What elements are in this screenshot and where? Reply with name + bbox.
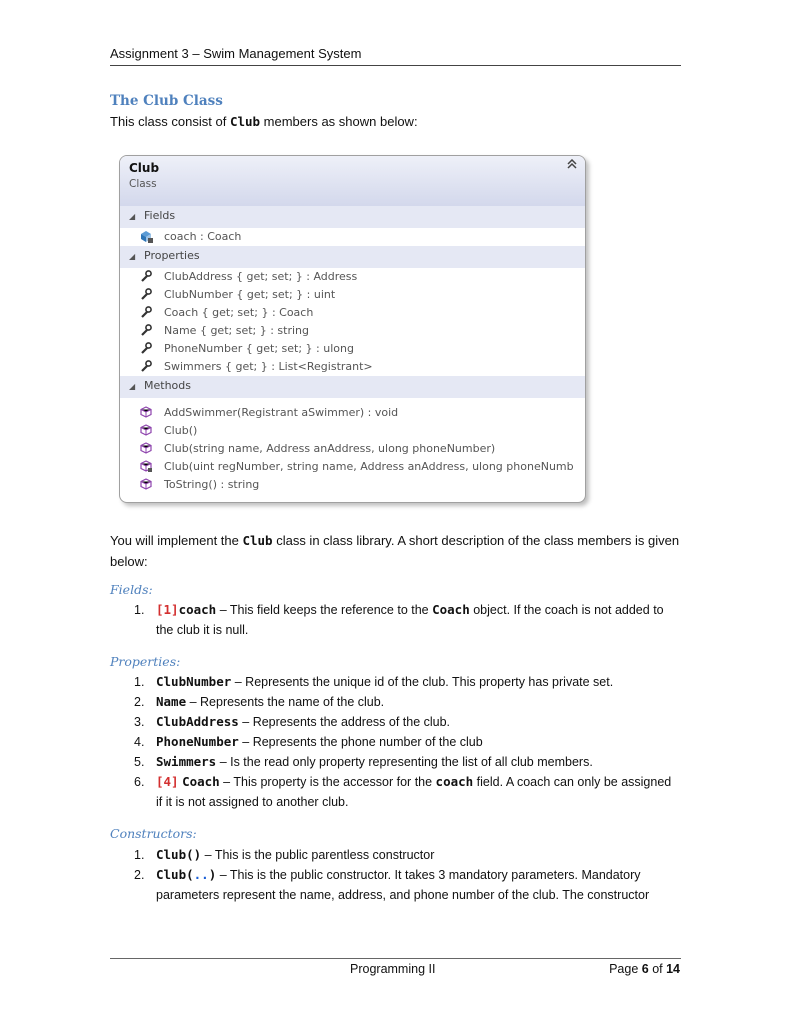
member-name: ClubNumber [156, 674, 232, 689]
wrench-icon [140, 270, 152, 282]
member-name: ClubAddress [156, 714, 239, 729]
field-row: coach : Coach [120, 228, 585, 246]
wrench-icon [140, 306, 152, 318]
list-item: 3. ClubAddress – Represents the address of the club. [134, 714, 451, 729]
method-row: AddSwimmer(Registrant aSwimmer) : void [120, 404, 585, 422]
methods-section-header[interactable]: ◢ Methods [120, 376, 585, 398]
method-row: Club(string name, Address anAddress, ulong phoneNumber) [120, 440, 585, 458]
properties-heading: Properties: [110, 654, 181, 669]
list-item: 4. PhoneNumber – Represents the phone number of the club [134, 734, 483, 749]
constructors-heading: Constructors: [110, 826, 197, 841]
list-item: 6. [4] Coach – This property is the accessor for the coach field. A coach can only be assigned if it is not assigned to another club. [134, 774, 672, 809]
expand-triangle-icon: ◢ [129, 212, 136, 221]
footer-rule [110, 958, 681, 959]
property-row: Swimmers { get; } : List<Registrant> [120, 358, 585, 376]
property-row: ClubNumber { get; set; } : uint [120, 286, 585, 304]
header-title: Assignment 3 – Swim Management System [110, 46, 362, 61]
section-intro: This class consist of Club members as shown below: [110, 114, 418, 129]
method-cube-icon [140, 406, 152, 418]
list-item: 1. ClubNumber – Represents the unique id of the club. This property has private set. [134, 674, 614, 689]
footer-course: Programming II [350, 962, 436, 976]
expand-triangle-icon: ◢ [129, 252, 136, 261]
method-cube-icon [140, 442, 152, 454]
properties-section-header[interactable]: ◢ Properties [120, 246, 585, 268]
fields-section-header[interactable]: ◢ Fields [120, 206, 585, 228]
member-name: Name [156, 694, 187, 709]
method-row: Club() [120, 422, 585, 440]
page-header [110, 46, 681, 66]
class-name: Club [129, 161, 160, 175]
method-cube-icon [140, 478, 152, 490]
inline-code: Club [242, 533, 273, 548]
class-diagram-header [120, 156, 585, 206]
inline-code: Club [229, 114, 261, 129]
wrench-icon [140, 360, 152, 372]
member-name: Club( [156, 867, 194, 882]
wrench-icon [140, 288, 152, 300]
field-icon [140, 230, 152, 242]
description-paragraph: You will implement the Club class in class library. A short description of the class members is given below: [110, 533, 680, 569]
member-name: Club() [156, 847, 202, 862]
list-item: 2. Club(..) – This is the public constructor. It takes 3 mandatory parameters. Mandatory parameters represent the name, address, and phone number of the club. The constructor [134, 867, 650, 902]
marker: [4] [156, 774, 179, 789]
list-item: 5. Swimmers – Is the read only property representing the list of all club members. [134, 754, 593, 769]
expand-triangle-icon: ◢ [129, 382, 136, 391]
wrench-icon [140, 324, 152, 336]
member-name: PhoneNumber [156, 734, 239, 749]
member-name: coach [178, 602, 217, 617]
collapse-chevron-icon[interactable] [567, 159, 577, 172]
fields-heading: Fields: [110, 582, 153, 597]
marker: [1] [156, 602, 179, 617]
page-number: Page 6 of 14 [609, 962, 680, 976]
method-cube-icon [140, 424, 152, 436]
property-row: Name { get; set; } : string [120, 322, 585, 340]
list-item: 2. Name – Represents the name of the club. [134, 694, 385, 709]
list-item: 1. [1]coach – This field keeps the reference to the Coach object. If the coach is not added to the club it is null. [134, 602, 664, 637]
list-item: 1. Club() – This is the public parentless constructor [134, 847, 435, 862]
member-name: Coach [182, 774, 220, 789]
property-row: Coach { get; set; } : Coach [120, 304, 585, 322]
method-row: ToString() : string [120, 476, 585, 494]
method-cube-private-icon [140, 460, 152, 472]
section-title: The Club Class [110, 93, 223, 109]
class-diagram [119, 155, 586, 503]
member-name: Swimmers [156, 754, 217, 769]
property-row: ClubAddress { get; set; } : Address [120, 268, 585, 286]
method-row: Club(uint regNumber, string name, Address anAddress, ulong phoneNumb [120, 458, 585, 476]
wrench-icon [140, 342, 152, 354]
property-row: PhoneNumber { get; set; } : ulong [120, 340, 585, 358]
class-kind: Class [129, 178, 157, 190]
